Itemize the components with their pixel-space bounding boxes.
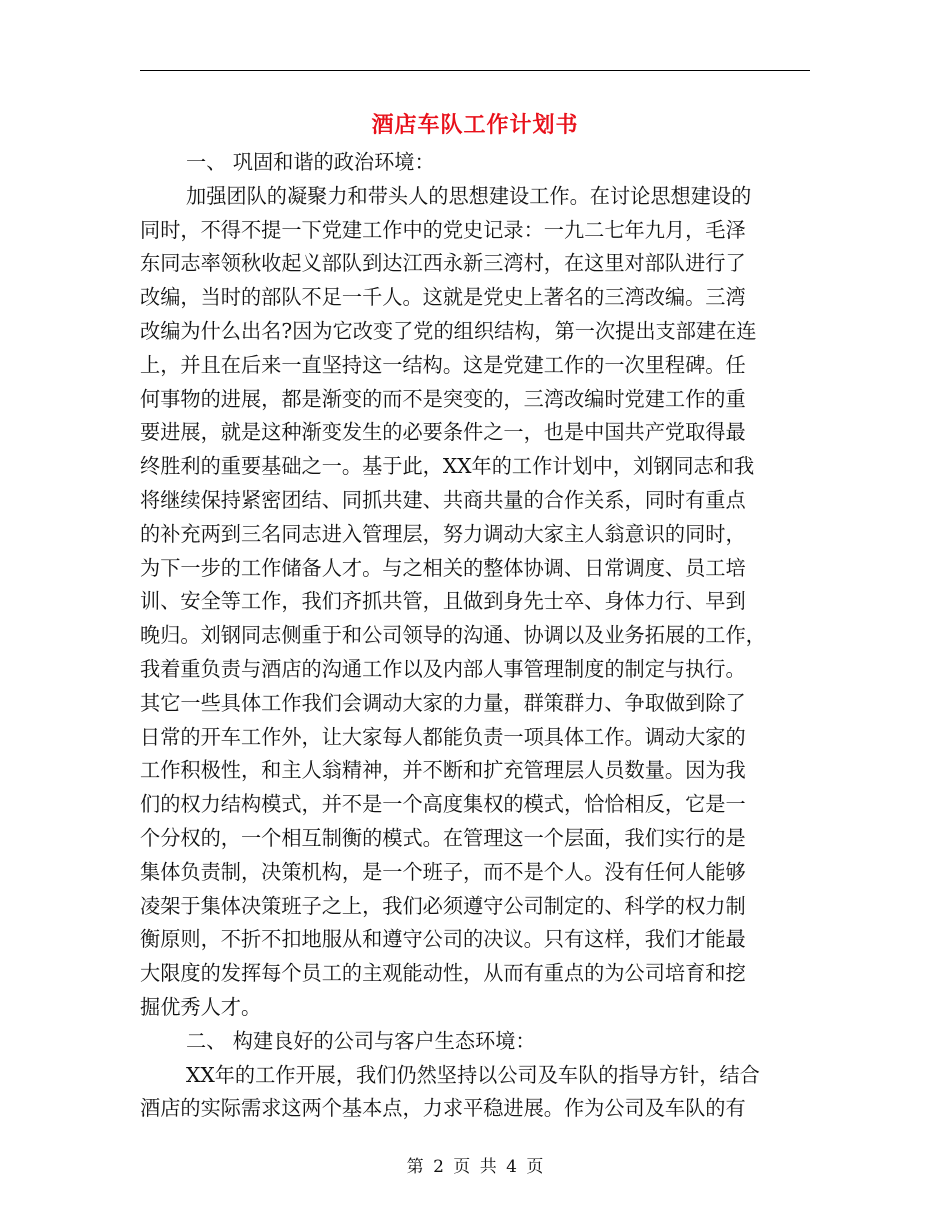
paragraph-line: 为下一步的工作储备人才。与之相关的整体协调、日常调度、员工培 <box>140 555 746 580</box>
paragraph-line: 晚归。刘钢同志侧重于和公司领导的沟通、协调以及业务拓展的工作， <box>140 623 766 648</box>
page-number-footer: 第 2 页 共 4 页 <box>406 1157 544 1177</box>
paragraph-line: 工作积极性，和主人翁精神，并不断和扩充管理层人员数量。因为我 <box>140 758 746 783</box>
paragraph-line: 凌架于集体决策班子之上，我们必须遵守公司制定的、科学的权力制 <box>140 893 746 918</box>
paragraph-line: 大限度的发挥每个员工的主观能动性，从而有重点的为公司培育和挖 <box>140 961 746 986</box>
paragraph-line: 加强团队的凝聚力和带头人的思想建设工作。在讨论思想建设的 <box>186 183 752 208</box>
paragraph-line: 训、安全等工作，我们齐抓共管，且做到身先士卒、身体力行、早到 <box>140 589 746 614</box>
paragraph-line: 何事物的进展，都是渐变的而不是突变的，三湾改编时党建工作的重 <box>140 386 746 411</box>
paragraph-line: 我着重负责与酒店的沟通工作以及内部人事管理制度的制定与执行。 <box>140 656 746 681</box>
paragraph-line: 酒店的实际需求这两个基本点，力求平稳进展。作为公司及车队的有 <box>140 1096 746 1121</box>
section-heading-2: 二、 构建良好的公司与客户生态环境： <box>186 1028 536 1053</box>
paragraph-line: 日常的开车工作外，让大家每人都能负责一项具体工作。调动大家的 <box>140 724 746 749</box>
paragraph-line: 上，并且在后来一直坚持这一结构。这是党建工作的一次里程碑。任 <box>140 352 746 377</box>
paragraph-line: 将继续保持紧密团结、同抓共建、共商共量的合作关系，同时有重点 <box>140 487 746 512</box>
paragraph-line: 东同志率领秋收起义部队到达江西永新三湾村，在这里对部队进行了 <box>140 251 746 276</box>
header-rule <box>140 70 810 71</box>
paragraph-line: 们的权力结构模式，并不是一个高度集权的模式，恰恰相反，它是一 <box>140 792 746 817</box>
section-heading-1: 一、 巩固和谐的政治环境： <box>186 150 435 174</box>
paragraph-line: 集体负责制，决策机构，是一个班子，而不是个人。没有任何人能够 <box>140 859 746 884</box>
paragraph-line: 掘优秀人才。 <box>140 994 262 1019</box>
paragraph-line: 改编，当时的部队不足一千人。这就是党史上著名的三湾改编。三湾 <box>140 285 746 310</box>
paragraph-line: 的补充两到三名同志进入管理层，努力调动大家主人翁意识的同时， <box>140 521 746 546</box>
paragraph-line: 个分权的，一个相互制衡的模式。在管理这一个层面，我们实行的是 <box>140 825 746 850</box>
paragraph-line: 其它一些具体工作我们会调动大家的力量，群策群力、争取做到除了 <box>140 690 746 715</box>
paragraph-line: 要进展，就是这种渐变发生的必要条件之一，也是中国共产党取得最 <box>140 420 746 445</box>
paragraph-line: 同时，不得不提一下党建工作中的党史记录：一九二七年九月，毛泽 <box>140 217 746 242</box>
document-title: 酒店车队工作计划书 <box>371 112 579 138</box>
document-body <box>140 146 820 1126</box>
paragraph-line: 衡原则，不折不扣地服从和遵守公司的决议。只有这样，我们才能最 <box>140 927 746 952</box>
paragraph-line: 改编为什么出名?因为它改变了党的组织结构，第一次提出支部建在连 <box>140 318 757 343</box>
paragraph-line: XX年的工作开展，我们仍然坚持以公司及车队的指导方针，结合 <box>186 1062 760 1087</box>
paragraph-line: 终胜利的重要基础之一。基于此，XX年的工作计划中，刘钢同志和我 <box>140 454 755 479</box>
